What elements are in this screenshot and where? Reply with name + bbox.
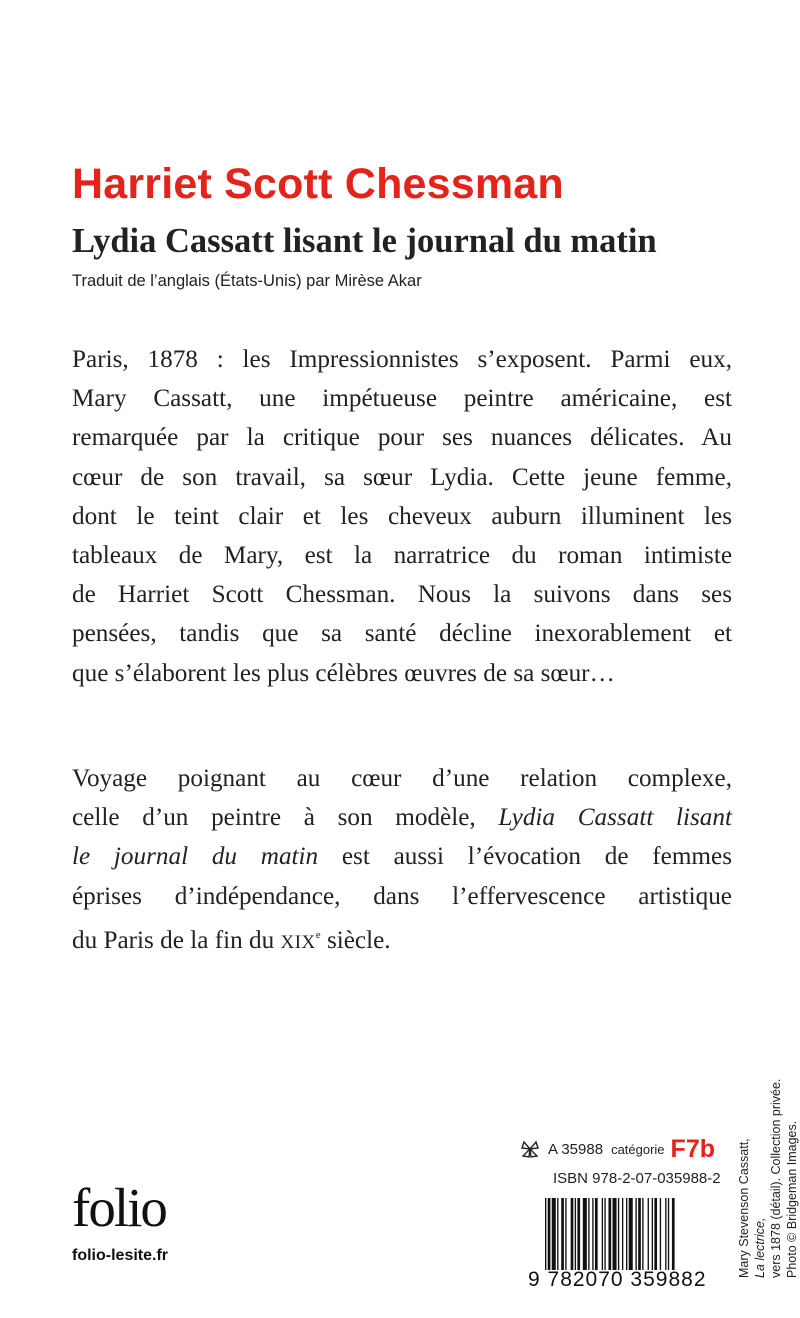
barcode-bar: [652, 1198, 653, 1270]
text-run: siècle.: [320, 926, 391, 954]
author-name: Harriet Scott Chessman: [72, 160, 564, 208]
barcode-bar: [557, 1198, 558, 1270]
barcode-bar: [548, 1198, 551, 1270]
summary-line: remarquée par la critique pour ses nuances délicates. Au: [72, 424, 732, 452]
text-run: du Paris de la fin du: [72, 926, 281, 954]
italic-title-run: Lydia Cassatt lisant: [498, 804, 732, 832]
barcode-bar: [577, 1198, 580, 1270]
barcode-bar: [638, 1198, 641, 1270]
summary-paragraph-2: [72, 759, 732, 962]
barcode-bar: [583, 1198, 587, 1270]
barcode-bar: [635, 1198, 636, 1270]
barcode-bar: [622, 1198, 623, 1270]
barcode-bar: [588, 1198, 589, 1270]
summary-line: [72, 916, 732, 962]
barcode-bar: [561, 1198, 564, 1270]
century-roman-numeral: XIX: [280, 931, 316, 953]
catalog-line: [548, 1134, 715, 1164]
barcode: [545, 1198, 720, 1270]
summary-line: de Harriet Scott Chessman. Nous la suivons dans ses: [72, 581, 732, 609]
credit-line-1: [736, 1079, 784, 1278]
category-code: F7b: [670, 1134, 715, 1163]
century-superscript: e: [315, 928, 321, 941]
isbn: ISBN 978-2-07-035988-2: [553, 1170, 721, 1187]
barcode-bar: [618, 1198, 619, 1270]
book-title: Lydia Cassatt lisant le journal du matin: [72, 222, 657, 260]
summary-line: éprises d’indépendance, dans l’effervescence artistique: [72, 882, 732, 910]
barcode-bar: [660, 1198, 661, 1270]
barcode-bar: [545, 1198, 546, 1270]
italic-artwork-title: La lectrice,: [753, 1217, 767, 1278]
catalog-number: A 35988: [548, 1140, 604, 1158]
barcode-bar: [604, 1198, 605, 1270]
flower-icon: [519, 1139, 541, 1159]
barcode-bar: [629, 1198, 633, 1270]
barcode-bar: [626, 1198, 627, 1270]
cover-image-credit: [736, 1079, 800, 1278]
barcode-bar: [592, 1198, 593, 1270]
barcode-bar: [654, 1198, 657, 1270]
summary-line: pensées, tandis que sa santé décline inexorablement et: [72, 620, 732, 648]
barcode-bar: [648, 1198, 649, 1270]
folio-logo: folio: [72, 1177, 166, 1238]
category-label: catégorie: [611, 1141, 665, 1157]
summary-line: Voyage poignant au cœur d’une relation complexe,: [72, 765, 732, 792]
summary-line: cœur de son travail, sa sœur Lydia. Cette jeune femme,: [72, 463, 732, 491]
barcode-bar: [575, 1198, 576, 1270]
barcode-bar: [552, 1198, 556, 1270]
text-run: celle d’un peintre à son modèle,: [72, 804, 499, 832]
barcode-bar: [602, 1198, 603, 1270]
barcode-bar: [595, 1198, 598, 1270]
barcode-bar: [565, 1198, 566, 1270]
summary-line: [72, 837, 732, 876]
summary-line: Paris, 1878 : les Impressionnistes s’exposent. Parmi eux,: [72, 346, 732, 373]
text-run: est aussi l’évocation de femmes: [318, 843, 732, 871]
summary-paragraph-1: [72, 340, 732, 693]
italic-title-run: le journal du matin: [72, 843, 319, 871]
summary-line: que s’élaborent les plus célèbres œuvres de sa sœur…: [72, 659, 615, 687]
publisher-website[interactable]: folio-lesite.fr: [72, 1247, 169, 1264]
barcode-bar: [668, 1198, 669, 1270]
summary-line: dont le teint clair et les cheveux auburn illuminent les: [72, 502, 732, 530]
credit-line-2: Photo © Bridgeman Images.: [785, 1120, 799, 1278]
barcode-bar: [665, 1198, 666, 1270]
text-run: Mary Stevenson Cassatt,: [737, 1138, 751, 1278]
barcode-digits: 9 782070 359882: [528, 1268, 707, 1291]
barcode-bar: [571, 1198, 574, 1270]
text-run: vers 1878 (détail). Collection privée.: [769, 1078, 783, 1278]
summary-line: [72, 798, 732, 837]
barcode-bar: [672, 1198, 675, 1270]
barcode-bar: [642, 1198, 643, 1270]
barcode-bar: [608, 1198, 611, 1270]
summary-line: tableaux de Mary, est la narratrice du roman intimiste: [72, 542, 732, 570]
summary-line: Mary Cassatt, une impétueuse peintre américaine, est: [72, 385, 732, 413]
translator-credit: Traduit de l’anglais (États-Unis) par Mirèse Akar: [72, 272, 422, 290]
barcode-bar: [613, 1198, 617, 1270]
